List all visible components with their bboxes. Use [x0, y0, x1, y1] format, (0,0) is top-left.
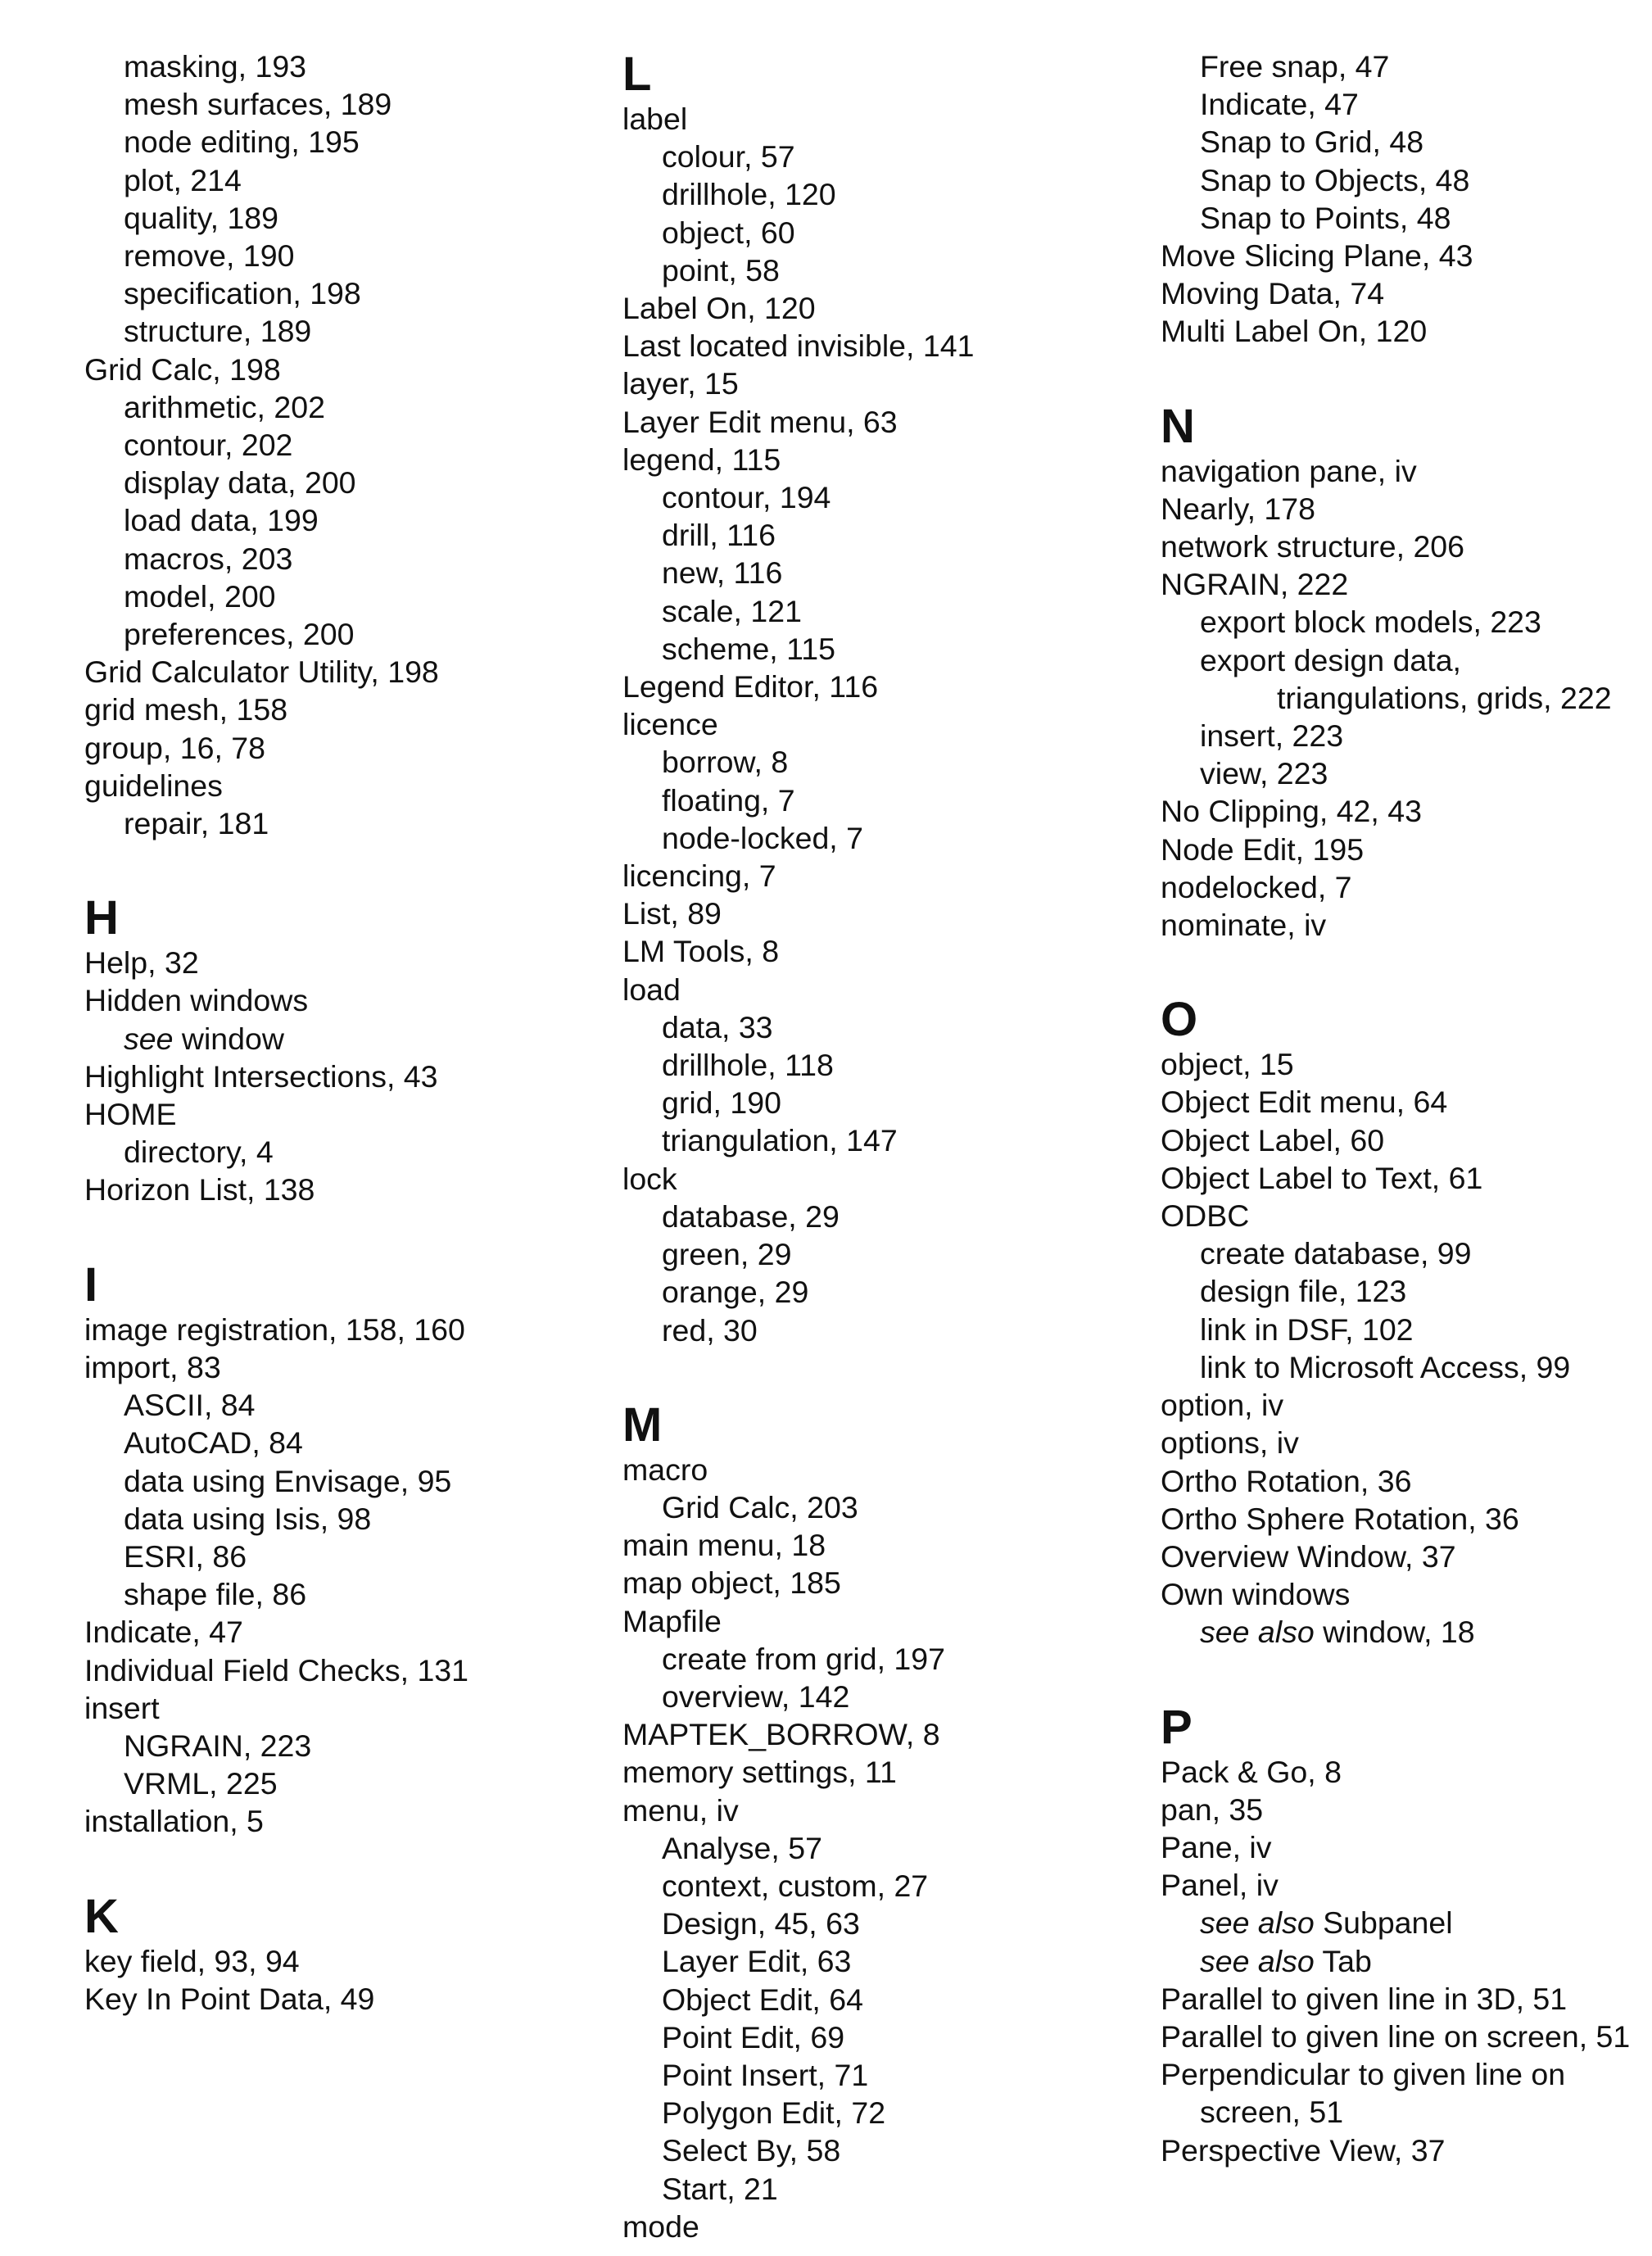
index-entry: installation, 5	[84, 1804, 264, 1839]
index-entry: Panel, iv	[1161, 1868, 1279, 1903]
index-entry: key field, 93, 94	[84, 1943, 300, 1978]
section-letter-o: O	[1161, 993, 1198, 1047]
index-subentry	[1161, 1613, 1652, 1651]
index-entry: options, iv	[1161, 1425, 1299, 1461]
cross-reference-target: Subpanel	[1314, 1905, 1453, 1941]
index-entry: menu, iv	[622, 1792, 739, 1828]
index-subentry: data, 33	[662, 1009, 773, 1044]
index-entry: macro	[622, 1452, 708, 1487]
index-subentry	[1161, 1942, 1652, 1980]
index-subentry: Snap to Grid, 48	[1200, 125, 1424, 160]
index-entry: object, 15	[1161, 1047, 1294, 1082]
index-subentry: structure, 189	[124, 314, 312, 349]
index-subentry: masking, 193	[124, 49, 307, 84]
index-subentry: green, 29	[662, 1237, 792, 1272]
index-subentry: new, 116	[662, 555, 783, 591]
index-subentry: directory, 4	[124, 1135, 274, 1170]
index-entry: Layer Edit menu, 63	[622, 404, 898, 439]
index-subentry: ESRI, 86	[124, 1538, 247, 1574]
index-entry: Individual Field Checks, 131	[84, 1652, 469, 1687]
index-column-3	[1161, 48, 1652, 2169]
index-entry: Key In Point Data, 49	[84, 1981, 375, 2016]
cross-reference-label: see	[124, 1021, 174, 1056]
index-entry: Grid Calc, 198	[84, 351, 281, 387]
index-column-2	[622, 48, 1147, 2245]
index-subentry: create database, 99	[1200, 1236, 1472, 1271]
index-entry: Perspective View, 37	[1161, 2132, 1446, 2168]
index-subentry: load data, 199	[124, 503, 319, 538]
cross-reference-label: see also	[1200, 1615, 1315, 1650]
index-subentry: floating, 7	[662, 782, 795, 818]
section-letter-h: H	[84, 891, 119, 945]
index-entry: nominate, iv	[1161, 908, 1327, 943]
index-subentry: Select By, 58	[662, 2133, 841, 2168]
index-subentry: VRML, 225	[124, 1766, 278, 1801]
index-subentry: borrow, 8	[662, 745, 789, 780]
index-entry: layer, 15	[622, 366, 739, 401]
index-entry: Indicate, 47	[84, 1615, 243, 1650]
index-subentry: contour, 194	[662, 480, 831, 515]
index-entry: navigation pane, iv	[1161, 453, 1417, 488]
index-entry: HOME	[84, 1097, 177, 1132]
index-subentry: node editing, 195	[124, 125, 360, 160]
index-entry: mode	[622, 2208, 699, 2244]
index-subentry: link to Microsoft Access, 99	[1200, 1349, 1571, 1384]
index-subentry: Grid Calc, 203	[662, 1489, 858, 1524]
index-entry: label	[622, 102, 688, 136]
index-subentry: screen, 51	[1200, 2095, 1344, 2130]
index-subentry: node-locked, 7	[662, 820, 864, 855]
index-subentry: macros, 203	[124, 541, 293, 576]
index-subentry: context, custom, 27	[662, 1868, 929, 1903]
index-subentry: Indicate, 47	[1200, 87, 1359, 122]
index-entry: No Clipping, 42, 43	[1161, 794, 1422, 829]
index-subentry	[84, 1020, 609, 1058]
index-entry: option, iv	[1161, 1388, 1284, 1423]
index-entry: Ortho Sphere Rotation, 36	[1161, 1501, 1519, 1536]
index-entry: Label On, 120	[622, 291, 816, 326]
cross-reference-label: see also	[1200, 1943, 1315, 1978]
index-subentry: Snap to Objects, 48	[1200, 162, 1470, 197]
index-subentry	[1161, 1904, 1652, 1941]
index-entry: nodelocked, 7	[1161, 869, 1352, 904]
index-subentry: shape file, 86	[124, 1577, 307, 1612]
index-entry: Pane, iv	[1161, 1829, 1272, 1864]
index-subentry: Start, 21	[662, 2171, 778, 2206]
section-letter-l: L	[622, 48, 652, 101]
index-subentry: point, 58	[662, 252, 780, 288]
index-entry: Ortho Rotation, 36	[1161, 1463, 1412, 1498]
index-entry: Legend Editor, 116	[622, 669, 879, 704]
index-subentry: Design, 45, 63	[662, 1906, 860, 1941]
index-subentry: mesh surfaces, 189	[124, 87, 392, 122]
index-subentry: red, 30	[662, 1312, 758, 1348]
index-subentry: contour, 202	[124, 428, 293, 463]
index-subentry: specification, 198	[124, 276, 361, 311]
index-subentry: object, 60	[662, 215, 795, 250]
index-subentry: drillhole, 118	[662, 1048, 834, 1083]
index-entry: Object Label, 60	[1161, 1122, 1385, 1157]
index-subentry: model, 200	[124, 578, 276, 614]
section-letter-i: I	[84, 1257, 98, 1311]
index-entry: Grid Calculator Utility, 198	[84, 655, 439, 690]
index-entry: Multi Label On, 120	[1161, 314, 1428, 349]
index-subentry: Point Insert, 71	[662, 2057, 869, 2092]
index-subentry: triangulation, 147	[662, 1123, 898, 1158]
index-subentry: remove, 190	[124, 238, 295, 274]
index-subentry: triangulations, grids, 222	[1277, 680, 1612, 715]
index-subentry: overview, 142	[662, 1678, 850, 1714]
index-entry: Own windows	[1161, 1577, 1351, 1612]
index-entry: guidelines	[84, 768, 223, 803]
index-subentry: arithmetic, 202	[124, 389, 325, 424]
index-subentry: NGRAIN, 223	[124, 1728, 312, 1763]
index-subentry: Point Edit, 69	[662, 2019, 845, 2054]
index-entry: LM Tools, 8	[622, 934, 780, 969]
index-subentry: Layer Edit, 63	[662, 1944, 852, 1979]
index-subentry: data using Envisage, 95	[124, 1463, 452, 1498]
index-entry: insert	[84, 1690, 160, 1725]
index-entry: Move Slicing Plane, 43	[1161, 238, 1473, 274]
index-entry: map object, 185	[622, 1565, 841, 1601]
index-subentry: Snap to Points, 48	[1200, 200, 1451, 235]
cross-reference-target: window	[173, 1021, 284, 1056]
index-entry: Node Edit, 195	[1161, 831, 1365, 867]
cross-reference-target: window, 18	[1314, 1615, 1475, 1650]
index-entry: load	[622, 972, 681, 1007]
index-subentry: quality, 189	[124, 200, 279, 235]
index-entry: import, 83	[84, 1349, 221, 1384]
index-entry: Nearly, 178	[1161, 491, 1315, 526]
index-entry: Overview Window, 37	[1161, 1538, 1456, 1574]
index-entry: NGRAIN, 222	[1161, 567, 1349, 602]
index-subentry: link in DSF, 102	[1200, 1311, 1414, 1347]
cross-reference-target: Tab	[1314, 1943, 1372, 1978]
index-subentry: insert, 223	[1200, 718, 1344, 754]
index-entry: Highlight Intersections, 43	[84, 1058, 438, 1094]
index-subentry: ASCII, 84	[124, 1388, 256, 1423]
index-entry: main menu, 18	[622, 1528, 826, 1563]
index-entry: Last located invisible, 141	[622, 328, 975, 364]
index-entry: pan, 35	[1161, 1792, 1264, 1827]
index-entry: Perpendicular to given line on	[1161, 2057, 1566, 2092]
index-entry: image registration, 158, 160	[84, 1311, 465, 1347]
index-subentry: data using Isis, 98	[124, 1501, 372, 1536]
index-entry: Moving Data, 74	[1161, 276, 1385, 311]
section-letter-k: K	[84, 1889, 119, 1943]
index-subentry: Object Edit, 64	[662, 1982, 863, 2017]
index-subentry: scale, 121	[662, 593, 802, 628]
index-entry: licence	[622, 707, 718, 742]
index-entry: List, 89	[622, 896, 722, 931]
index-subentry: scheme, 115	[662, 631, 835, 666]
cross-reference-label: see also	[1200, 1905, 1315, 1941]
index-subentry: AutoCAD, 84	[124, 1425, 303, 1461]
index-entry: memory settings, 11	[622, 1755, 897, 1790]
index-entry: MAPTEK_BORROW, 8	[622, 1717, 940, 1752]
index-subentry: drillhole, 120	[662, 177, 836, 212]
index-subentry: database, 29	[662, 1198, 840, 1234]
index-subentry: export block models, 223	[1200, 605, 1541, 640]
index-subentry: repair, 181	[124, 806, 269, 841]
index-entry: legend, 115	[622, 442, 781, 477]
index-entry: Hidden windows	[84, 983, 309, 1018]
index-subentry: colour, 57	[662, 139, 795, 174]
section-letter-n: N	[1161, 399, 1195, 453]
index-entry: Object Label to Text, 61	[1161, 1160, 1483, 1195]
index-subentry: grid, 190	[662, 1085, 781, 1121]
index-subentry: design file, 123	[1200, 1274, 1407, 1309]
index-subentry: drill, 116	[662, 518, 776, 553]
section-letter-p: P	[1161, 1700, 1193, 1754]
index-entry: Pack & Go, 8	[1161, 1754, 1342, 1789]
index-subentry: Analyse, 57	[662, 1830, 822, 1865]
index-entry: Horizon List, 138	[84, 1172, 315, 1207]
index-subentry: orange, 29	[662, 1275, 809, 1310]
index-subentry: display data, 200	[124, 465, 356, 501]
index-entry: Mapfile	[622, 1603, 722, 1638]
index-subentry: plot, 214	[124, 162, 242, 197]
index-entry: lock	[622, 1161, 677, 1196]
index-entry: Object Edit menu, 64	[1161, 1085, 1448, 1120]
index-subentry: Free snap, 47	[1200, 49, 1390, 84]
index-entry: Parallel to given line in 3D, 51	[1161, 1981, 1568, 2016]
index-column-1	[84, 48, 609, 2018]
index-entry: network structure, 206	[1161, 529, 1465, 564]
index-entry: Parallel to given line on screen, 51	[1161, 2018, 1631, 2054]
index-subentry: Polygon Edit, 72	[662, 2095, 886, 2131]
index-subentry: view, 223	[1200, 756, 1328, 791]
index-subentry: preferences, 200	[124, 617, 355, 652]
index-entry: grid mesh, 158	[84, 692, 288, 727]
index-subentry: export design data,	[1200, 642, 1461, 677]
section-letter-m: M	[622, 1398, 663, 1452]
index-entry: licencing, 7	[622, 858, 776, 894]
index-entry: ODBC	[1161, 1198, 1250, 1234]
index-entry: group, 16, 78	[84, 730, 266, 765]
index-entry: Help, 32	[84, 945, 199, 981]
index-subentry: create from grid, 197	[662, 1641, 945, 1676]
